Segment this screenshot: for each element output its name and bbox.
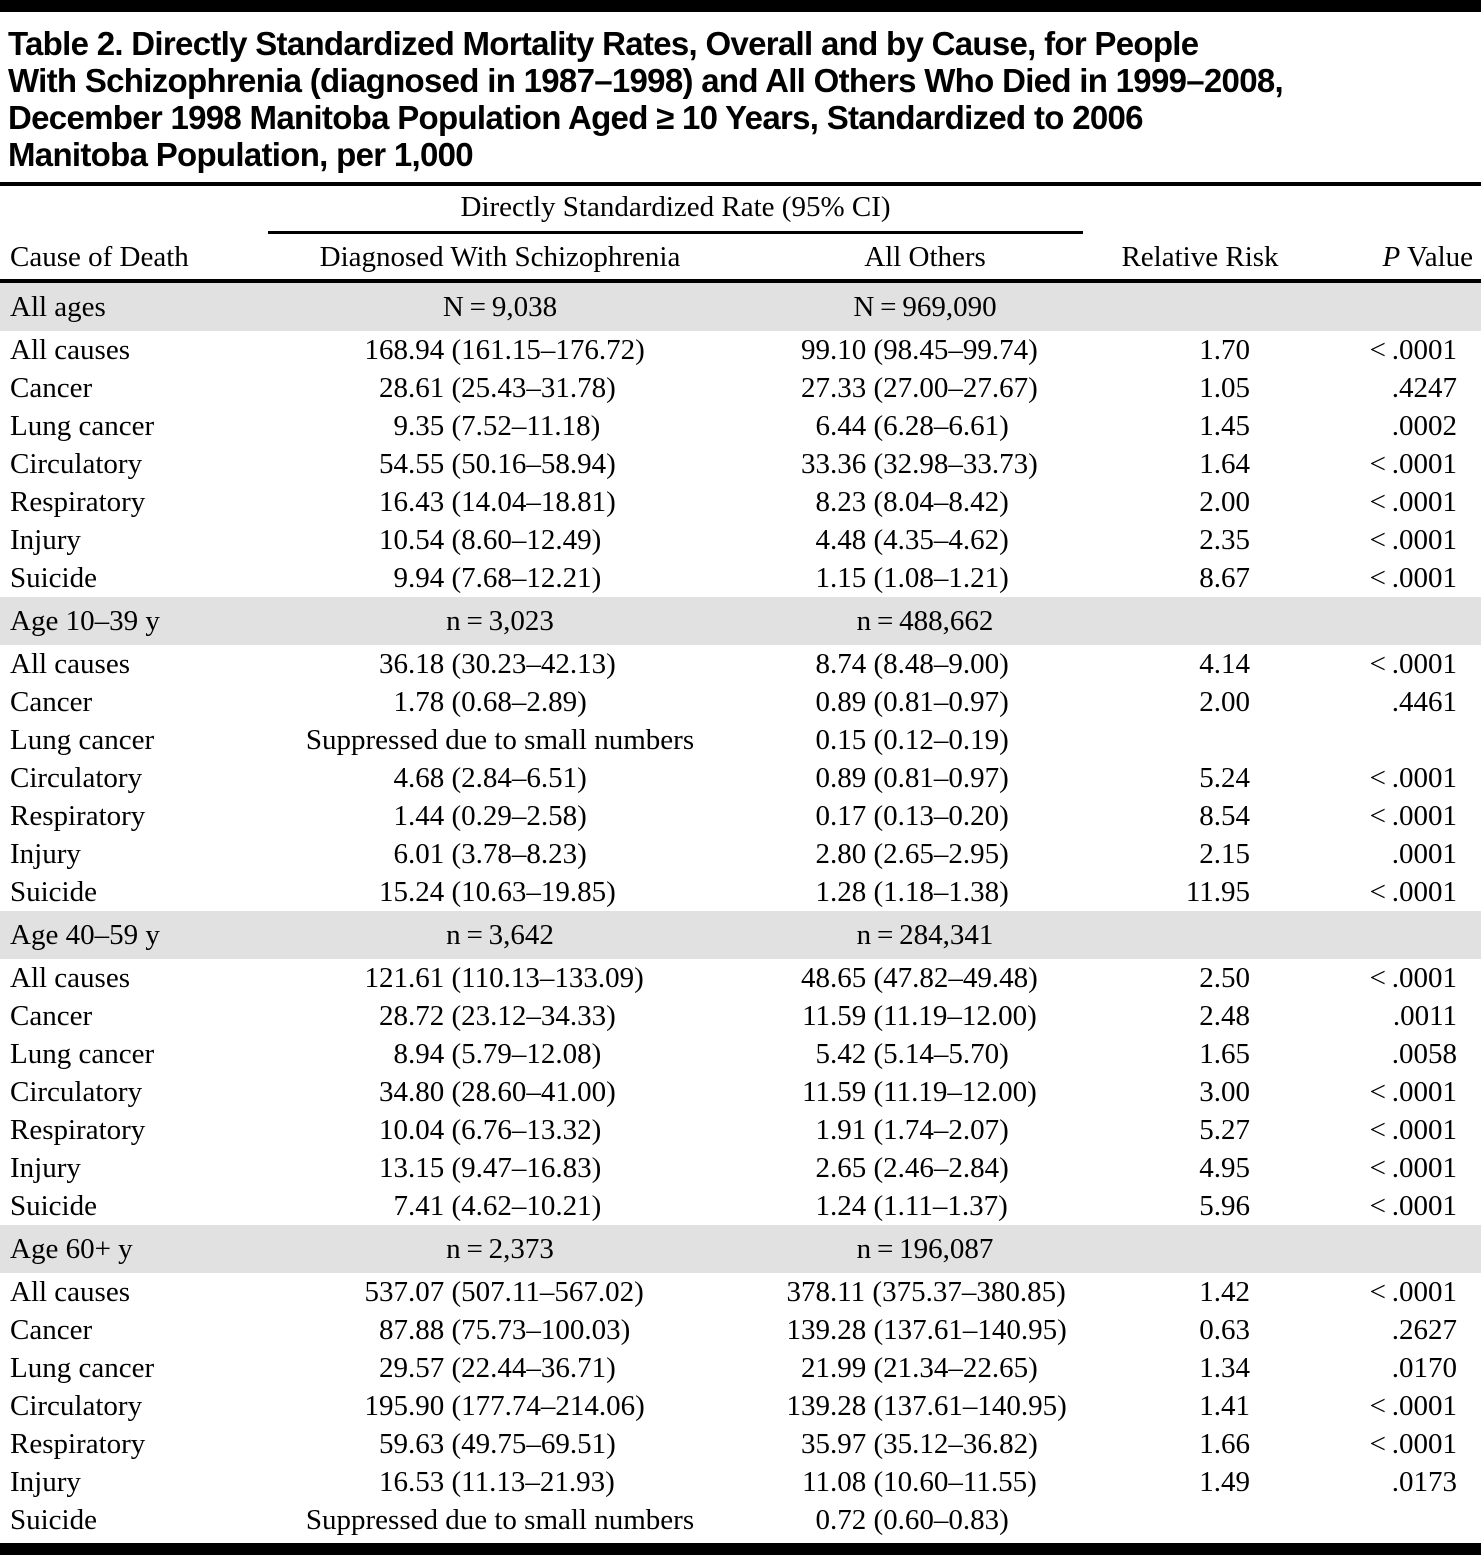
rate-integer-part: 2 xyxy=(815,837,830,870)
rate-integer-part: 8 xyxy=(393,1037,408,1070)
relative-risk-cell: 1.45 xyxy=(1199,409,1251,442)
rate-integer-part: 2 xyxy=(815,1151,830,1184)
p-value-cell xyxy=(1310,1501,1481,1539)
rate-cell-all-others: 99.10 (98.45–99.74) xyxy=(760,331,1090,369)
cause-cell: Circulatory xyxy=(10,1075,143,1108)
rate-cell-schizophrenia: 34.80 (28.60–41.00) xyxy=(240,1073,760,1111)
p-value-cell: < .0001 xyxy=(1369,561,1458,594)
spanner-row xyxy=(0,186,1481,234)
table-row xyxy=(0,683,1481,721)
relative-risk-cell: 0.63 xyxy=(1199,1313,1251,1346)
spacer-cell xyxy=(1090,281,1310,331)
p-value-cell: .0058 xyxy=(1391,1037,1458,1070)
rate-cell-schizophrenia: 195.90 (177.74–214.06) xyxy=(240,1387,760,1425)
p-value-cell: .0001 xyxy=(1391,837,1458,870)
top-rule xyxy=(0,0,1481,12)
rate-integer-part: 7 xyxy=(393,1189,408,1222)
rate-integer-part: 1 xyxy=(815,1113,830,1146)
rate-cell-schizophrenia: 121.61 (110.13–133.09) xyxy=(240,959,760,997)
relative-risk-cell: 2.50 xyxy=(1199,961,1251,994)
rate-cell-schizophrenia: 36.18 (30.23–42.13) xyxy=(240,645,760,683)
rate-cell-schizophrenia: 9.35 (7.52–11.18) xyxy=(240,407,760,445)
rate-cell-schizophrenia: 28.72 (23.12–34.33) xyxy=(240,997,760,1035)
relative-risk-cell: 1.49 xyxy=(1199,1465,1251,1498)
rate-integer-part: 29 xyxy=(379,1351,408,1384)
section-n-all-others: n = 196,087 xyxy=(760,1225,1090,1273)
section-header-row xyxy=(0,597,1481,645)
relative-risk-cell: 1.34 xyxy=(1199,1351,1251,1384)
table-row xyxy=(0,445,1481,483)
rate-cell-schizophrenia: 8.94 (5.79–12.08) xyxy=(240,1035,760,1073)
cause-cell: Respiratory xyxy=(10,1427,146,1460)
rate-integer-part: 35 xyxy=(801,1427,830,1460)
p-value-cell: < .0001 xyxy=(1369,1113,1458,1146)
rate-cell-all-others: 4.48 (4.35–4.62) xyxy=(760,521,1090,559)
column-header-diagnosed-with-schizophrenia: Diagnosed With Schizophrenia xyxy=(240,234,760,281)
spacer-cell xyxy=(1310,597,1481,645)
cause-cell: Respiratory xyxy=(10,1113,146,1146)
rate-integer-part: 54 xyxy=(379,447,408,480)
table-row xyxy=(0,759,1481,797)
rate-cell-all-others: 139.28 (137.61–140.95) xyxy=(760,1311,1090,1349)
relative-risk-cell: 11.95 xyxy=(1185,875,1251,908)
rate-integer-part: 11 xyxy=(802,999,830,1032)
cause-cell: Lung cancer xyxy=(10,1037,155,1070)
section-n-schizophrenia: n = 2,373 xyxy=(240,1225,760,1273)
rate-cell-schizophrenia: 9.94 (7.68–12.21) xyxy=(240,559,760,597)
rate-cell-all-others: 1.15 (1.08–1.21) xyxy=(760,559,1090,597)
p-value-cell: .4247 xyxy=(1391,371,1458,404)
p-value-cell: .2627 xyxy=(1391,1313,1458,1346)
p-value-cell: .4461 xyxy=(1391,685,1458,718)
rate-integer-part: 1 xyxy=(815,875,830,908)
table-row xyxy=(0,959,1481,997)
spacer-cell xyxy=(1090,597,1310,645)
p-value-cell: .0170 xyxy=(1391,1351,1458,1384)
rate-integer-part: 21 xyxy=(801,1351,830,1384)
section-label: Age 40–59 y xyxy=(0,911,240,959)
rate-cell-all-others: 0.15 (0.12–0.19) xyxy=(760,721,1090,759)
section-header-row xyxy=(0,1225,1481,1273)
p-value-cell: < .0001 xyxy=(1369,1275,1458,1308)
table-row xyxy=(0,331,1481,369)
rate-integer-part: 9 xyxy=(393,561,408,594)
spacer-cell xyxy=(0,186,240,234)
relative-risk-cell: 1.70 xyxy=(1199,333,1251,366)
rate-integer-part: 5 xyxy=(815,1037,830,1070)
column-header-cause-of-death: Cause of Death xyxy=(0,234,240,281)
rate-cell-all-others: 21.99 (21.34–22.65) xyxy=(760,1349,1090,1387)
cause-cell: Circulatory xyxy=(10,1389,143,1422)
spacer-cell xyxy=(1310,281,1481,331)
rate-integer-part: 15 xyxy=(379,875,408,908)
rate-cell-all-others: 6.44 (6.28–6.61) xyxy=(760,407,1090,445)
spacer-cell xyxy=(1090,186,1310,234)
relative-risk-cell: 4.14 xyxy=(1199,647,1251,680)
rate-integer-part: 0 xyxy=(815,799,830,832)
cause-cell: Circulatory xyxy=(10,447,143,480)
table-title-line: Manitoba Population, per 1,000 xyxy=(8,136,473,173)
rate-integer-part: 6 xyxy=(815,409,830,442)
section-header-row xyxy=(0,911,1481,959)
cause-cell: Lung cancer xyxy=(10,409,155,442)
rate-cell-schizophrenia: 13.15 (9.47–16.83) xyxy=(240,1149,760,1187)
rate-integer-part: 59 xyxy=(379,1427,408,1460)
table-row xyxy=(0,1349,1481,1387)
rate-cell-schizophrenia: Suppressed due to small numbers xyxy=(305,723,695,756)
rate-integer-part: 99 xyxy=(801,333,830,366)
p-value-cell: < .0001 xyxy=(1369,1151,1458,1184)
rate-cell-schizophrenia: 1.44 (0.29–2.58) xyxy=(240,797,760,835)
table-row xyxy=(0,1501,1481,1539)
section-n-schizophrenia: n = 3,642 xyxy=(240,911,760,959)
rate-integer-part: 195 xyxy=(364,1389,408,1422)
relative-risk-cell: 5.27 xyxy=(1199,1113,1251,1146)
rate-cell-all-others: 5.42 (5.14–5.70) xyxy=(760,1035,1090,1073)
rate-cell-all-others: 2.80 (2.65–2.95) xyxy=(760,835,1090,873)
cause-cell: Cancer xyxy=(10,999,93,1032)
spacer-cell xyxy=(1310,1225,1481,1273)
relative-risk-cell: 3.00 xyxy=(1199,1075,1251,1108)
cause-cell: All causes xyxy=(10,647,130,680)
table-row xyxy=(0,797,1481,835)
rate-integer-part: 87 xyxy=(379,1313,408,1346)
rate-integer-part: 139 xyxy=(786,1389,830,1422)
section-n-all-others: N = 969,090 xyxy=(760,281,1090,331)
rate-cell-schizophrenia: 15.24 (10.63–19.85) xyxy=(240,873,760,911)
column-header-p-value xyxy=(1310,234,1481,281)
p-value-cell: < .0001 xyxy=(1369,1427,1458,1460)
table-row xyxy=(0,873,1481,911)
table-row xyxy=(0,1073,1481,1111)
rate-integer-part: 1 xyxy=(393,685,408,718)
rate-integer-part: 121 xyxy=(364,961,408,994)
cause-cell: Lung cancer xyxy=(10,723,155,756)
rate-cell-all-others: 35.97 (35.12–36.82) xyxy=(760,1425,1090,1463)
p-value-italic-p: P xyxy=(1382,241,1401,273)
table-title-line: With Schizophrenia (diagnosed in 1987–1998) and All Others Who Died in 1999–2008, xyxy=(8,62,1283,99)
spacer-cell xyxy=(1090,1225,1310,1273)
relative-risk-cell xyxy=(1090,1501,1310,1539)
rate-integer-part: 537 xyxy=(364,1275,408,1308)
mortality-table xyxy=(0,186,1481,1539)
rate-integer-part: 1 xyxy=(393,799,408,832)
rate-integer-part: 16 xyxy=(379,1465,408,1498)
spanner-cell xyxy=(240,186,1090,234)
rate-cell-all-others: 0.72 (0.60–0.83) xyxy=(760,1501,1090,1539)
relative-risk-cell: 1.41 xyxy=(1199,1389,1251,1422)
relative-risk-cell: 4.95 xyxy=(1199,1151,1251,1184)
table-title xyxy=(0,12,1481,182)
rate-cell-all-others: 378.11 (375.37–380.85) xyxy=(760,1273,1090,1311)
cause-cell: Respiratory xyxy=(10,485,146,518)
table-row xyxy=(0,997,1481,1035)
rate-integer-part: 4 xyxy=(393,761,408,794)
section-n-schizophrenia: n = 3,023 xyxy=(240,597,760,645)
rate-integer-part: 28 xyxy=(379,371,408,404)
table-row xyxy=(0,1311,1481,1349)
rate-integer-part: 11 xyxy=(802,1075,830,1108)
rate-integer-part: 8 xyxy=(815,647,830,680)
cause-cell: All causes xyxy=(10,961,130,994)
rate-integer-part: 10 xyxy=(379,523,408,556)
p-value-cell xyxy=(1310,721,1481,759)
cause-cell: Suicide xyxy=(10,561,97,594)
relative-risk-cell: 1.42 xyxy=(1199,1275,1251,1308)
rate-integer-part: 0 xyxy=(815,723,830,756)
rate-integer-part: 9 xyxy=(393,409,408,442)
rate-integer-part: 11 xyxy=(802,1465,830,1498)
relative-risk-cell: 2.35 xyxy=(1199,523,1251,556)
rate-cell-all-others: 1.91 (1.74–2.07) xyxy=(760,1111,1090,1149)
p-value-cell: .0011 xyxy=(1392,999,1458,1032)
spacer-cell xyxy=(1090,911,1310,959)
rate-integer-part: 1 xyxy=(815,1189,830,1222)
rate-cell-schizophrenia: 16.43 (14.04–18.81) xyxy=(240,483,760,521)
table-row xyxy=(0,521,1481,559)
table-row xyxy=(0,1273,1481,1311)
spacer-cell xyxy=(1310,911,1481,959)
table-row xyxy=(0,483,1481,521)
relative-risk-cell: 2.00 xyxy=(1199,485,1251,518)
column-header-row xyxy=(0,234,1481,281)
relative-risk-cell: 1.05 xyxy=(1199,371,1251,404)
rate-cell-all-others: 33.36 (32.98–33.73) xyxy=(760,445,1090,483)
spacer-cell xyxy=(1310,186,1481,234)
rate-cell-all-others: 2.65 (2.46–2.84) xyxy=(760,1149,1090,1187)
relative-risk-cell xyxy=(1090,721,1310,759)
rate-cell-schizophrenia: 7.41 (4.62–10.21) xyxy=(240,1187,760,1225)
rate-cell-all-others: 48.65 (47.82–49.48) xyxy=(760,959,1090,997)
section-n-all-others: n = 488,662 xyxy=(760,597,1090,645)
bottom-rule xyxy=(0,1543,1481,1555)
table-row xyxy=(0,1149,1481,1187)
relative-risk-cell: 8.67 xyxy=(1199,561,1251,594)
table-row xyxy=(0,407,1481,445)
table-row xyxy=(0,835,1481,873)
spanner-header: Directly Standardized Rate (95% CI) xyxy=(268,191,1083,234)
p-value-cell: < .0001 xyxy=(1369,523,1458,556)
p-value-cell: < .0001 xyxy=(1369,647,1458,680)
rate-integer-part: 1 xyxy=(815,561,830,594)
p-value-cell: < .0001 xyxy=(1369,761,1458,794)
cause-cell: Injury xyxy=(10,837,81,870)
cause-cell: Cancer xyxy=(10,685,93,718)
relative-risk-cell: 1.65 xyxy=(1199,1037,1251,1070)
table-row xyxy=(0,1387,1481,1425)
section-n-schizophrenia: N = 9,038 xyxy=(240,281,760,331)
rate-cell-all-others: 11.59 (11.19–12.00) xyxy=(760,997,1090,1035)
rate-integer-part: 8 xyxy=(815,485,830,518)
p-value-cell: < .0001 xyxy=(1369,1075,1458,1108)
relative-risk-cell: 2.00 xyxy=(1199,685,1251,718)
relative-risk-cell: 8.54 xyxy=(1199,799,1251,832)
relative-risk-cell: 2.48 xyxy=(1199,999,1251,1032)
p-value-cell: < .0001 xyxy=(1369,1389,1458,1422)
p-value-cell: < .0001 xyxy=(1369,961,1458,994)
relative-risk-cell: 5.24 xyxy=(1199,761,1251,794)
p-value-cell: < .0001 xyxy=(1369,875,1458,908)
rate-integer-part: 36 xyxy=(379,647,408,680)
rate-integer-part: 34 xyxy=(379,1075,408,1108)
table-row xyxy=(0,721,1481,759)
cause-cell: Suicide xyxy=(10,875,97,908)
table-title-line: December 1998 Manitoba Population Aged ≥ 10 Years, Standardized to 2006 xyxy=(8,99,1143,136)
rate-integer-part: 6 xyxy=(393,837,408,870)
rate-cell-schizophrenia: 10.04 (6.76–13.32) xyxy=(240,1111,760,1149)
cause-cell: Respiratory xyxy=(10,799,146,832)
rate-cell-all-others: 1.24 (1.11–1.37) xyxy=(760,1187,1090,1225)
cause-cell: Circulatory xyxy=(10,761,143,794)
rate-cell-schizophrenia: 16.53 (11.13–21.93) xyxy=(240,1463,760,1501)
rate-integer-part: 28 xyxy=(379,999,408,1032)
table-row xyxy=(0,369,1481,407)
p-value-cell: < .0001 xyxy=(1369,1189,1458,1222)
table-row xyxy=(0,645,1481,683)
rate-cell-schizophrenia: 537.07 (507.11–567.02) xyxy=(240,1273,760,1311)
table-row xyxy=(0,1187,1481,1225)
rate-cell-all-others: 27.33 (27.00–27.67) xyxy=(760,369,1090,407)
rate-cell-all-others: 0.89 (0.81–0.97) xyxy=(760,759,1090,797)
table-row xyxy=(0,1111,1481,1149)
rate-cell-all-others: 0.89 (0.81–0.97) xyxy=(760,683,1090,721)
rate-cell-schizophrenia: 29.57 (22.44–36.71) xyxy=(240,1349,760,1387)
rate-cell-schizophrenia: 87.88 (75.73–100.03) xyxy=(240,1311,760,1349)
cause-cell: Suicide xyxy=(10,1189,97,1222)
rate-integer-part: 139 xyxy=(786,1313,830,1346)
p-value-cell: .0173 xyxy=(1391,1465,1458,1498)
rate-integer-part: 33 xyxy=(801,447,830,480)
column-header-all-others: All Others xyxy=(760,234,1090,281)
table-row xyxy=(0,1035,1481,1073)
rate-cell-schizophrenia: 4.68 (2.84–6.51) xyxy=(240,759,760,797)
rate-integer-part: 0 xyxy=(815,1503,830,1536)
rate-integer-part: 4 xyxy=(815,523,830,556)
section-label: Age 10–39 y xyxy=(0,597,240,645)
table-body xyxy=(0,281,1481,1539)
relative-risk-cell: 5.96 xyxy=(1199,1189,1251,1222)
rate-cell-all-others: 11.59 (11.19–12.00) xyxy=(760,1073,1090,1111)
cause-cell: Suicide xyxy=(10,1503,97,1536)
cause-cell: Injury xyxy=(10,523,81,556)
rate-cell-all-others: 139.28 (137.61–140.95) xyxy=(760,1387,1090,1425)
rate-integer-part: 168 xyxy=(364,333,408,366)
section-header-row xyxy=(0,281,1481,331)
rate-cell-schizophrenia: 54.55 (50.16–58.94) xyxy=(240,445,760,483)
rate-integer-part: 48 xyxy=(801,961,830,994)
cause-cell: All causes xyxy=(10,333,130,366)
relative-risk-cell: 1.66 xyxy=(1199,1427,1251,1460)
rate-integer-part: 16 xyxy=(379,485,408,518)
cause-cell: Injury xyxy=(10,1465,81,1498)
rate-integer-part: 0 xyxy=(815,761,830,794)
rate-cell-schizophrenia: 1.78 (0.68–2.89) xyxy=(240,683,760,721)
rate-integer-part: 10 xyxy=(379,1113,408,1146)
rate-cell-all-others: 11.08 (10.60–11.55) xyxy=(760,1463,1090,1501)
table-row xyxy=(0,1463,1481,1501)
rate-integer-part: 0 xyxy=(815,685,830,718)
p-value-cell: < .0001 xyxy=(1369,447,1458,480)
rate-cell-schizophrenia: 6.01 (3.78–8.23) xyxy=(240,835,760,873)
cause-cell: All causes xyxy=(10,1275,130,1308)
section-label: Age 60+ y xyxy=(0,1225,240,1273)
rate-cell-all-others: 8.74 (8.48–9.00) xyxy=(760,645,1090,683)
section-n-all-others: n = 284,341 xyxy=(760,911,1090,959)
rate-cell-schizophrenia: 168.94 (161.15–176.72) xyxy=(240,331,760,369)
cause-cell: Injury xyxy=(10,1151,81,1184)
rate-cell-schizophrenia: 59.63 (49.75–69.51) xyxy=(240,1425,760,1463)
section-label: All ages xyxy=(0,281,240,331)
relative-risk-cell: 2.15 xyxy=(1199,837,1251,870)
table-title-line: Table 2. Directly Standardized Mortality Rates, Overall and by Cause, for People xyxy=(8,25,1199,62)
rate-cell-schizophrenia: 10.54 (8.60–12.49) xyxy=(240,521,760,559)
rate-cell-all-others: 8.23 (8.04–8.42) xyxy=(760,483,1090,521)
table-row xyxy=(0,1425,1481,1463)
p-value-cell: .0002 xyxy=(1391,409,1458,442)
rate-cell-schizophrenia: 28.61 (25.43–31.78) xyxy=(240,369,760,407)
p-value-cell: < .0001 xyxy=(1369,485,1458,518)
rate-integer-part: 378 xyxy=(786,1275,830,1308)
rate-integer-part: 27 xyxy=(801,371,830,404)
cause-cell: Cancer xyxy=(10,1313,93,1346)
p-value-label-rest: Value xyxy=(1400,241,1474,273)
rate-integer-part: 13 xyxy=(379,1151,408,1184)
cause-cell: Cancer xyxy=(10,371,93,404)
cause-cell: Lung cancer xyxy=(10,1351,155,1384)
column-header-relative-risk: Relative Risk xyxy=(1090,234,1310,281)
rate-cell-all-others: 1.28 (1.18–1.38) xyxy=(760,873,1090,911)
rate-cell-all-others: 0.17 (0.13–0.20) xyxy=(760,797,1090,835)
rate-cell-schizophrenia: Suppressed due to small numbers xyxy=(305,1503,695,1536)
p-value-cell: < .0001 xyxy=(1369,799,1458,832)
p-value-cell: < .0001 xyxy=(1369,333,1458,366)
table-header xyxy=(0,186,1481,281)
relative-risk-cell: 1.64 xyxy=(1199,447,1251,480)
table-row xyxy=(0,559,1481,597)
